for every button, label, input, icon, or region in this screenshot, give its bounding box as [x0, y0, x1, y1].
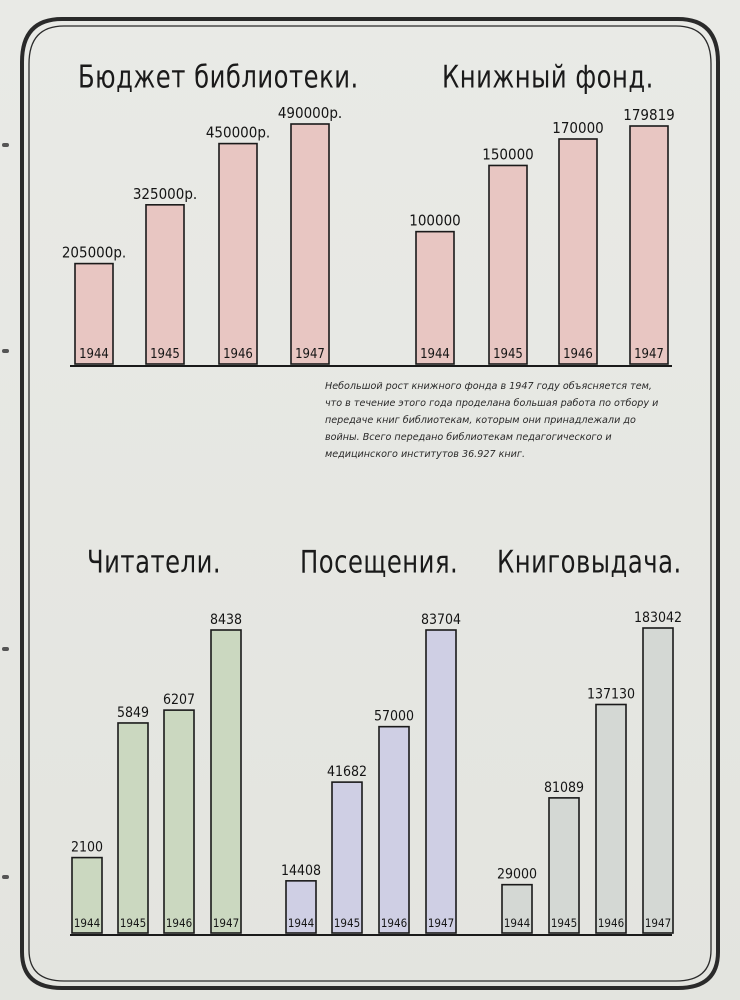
- category-label: 1947: [644, 916, 672, 930]
- value-label: 137130: [586, 686, 636, 703]
- category-label: 1946: [597, 916, 625, 930]
- value-label: 325000р.: [132, 184, 198, 203]
- value-label: 150000: [482, 145, 534, 164]
- bar-1945: [332, 782, 362, 933]
- bar-1946: [596, 705, 626, 933]
- category-label: 1945: [550, 916, 578, 930]
- chart-title-readers: Читатели.: [87, 545, 222, 581]
- bar-1946: [164, 710, 194, 933]
- category-label: 1944: [73, 916, 101, 930]
- bar-1947: [211, 630, 241, 933]
- bar-1947: [643, 628, 673, 933]
- value-label: 83704: [420, 612, 462, 628]
- value-label: 6207: [162, 692, 196, 709]
- bar-1945: [489, 165, 527, 364]
- chart-group-4: [497, 610, 682, 933]
- bar-1947: [426, 630, 456, 933]
- value-label: 29000: [496, 866, 538, 883]
- chart-group-3: [281, 612, 461, 933]
- category-label: 1946: [223, 347, 253, 362]
- bar-1947: [291, 124, 329, 364]
- bar-1946: [559, 139, 597, 364]
- category-label: 1944: [79, 347, 109, 362]
- chart-title-book-issue: Книговыдача.: [497, 545, 682, 581]
- chart-title-budget: Бюджет библиотеки.: [78, 60, 359, 96]
- category-label: 1946: [165, 916, 193, 930]
- value-label: 57000: [373, 708, 415, 725]
- category-label: 1945: [333, 916, 361, 930]
- explanatory-note: Небольшой рост книжного фонда в 1947 году объясняется тем, что в течение этого года проделана большая работа по отбору и передаче книг библиотекам, которым они принадлежали до войны. Всего передано библиотекам педагогического и медицинского институтов 36.927 книг.: [325, 381, 659, 460]
- category-label: 1944: [420, 347, 450, 362]
- value-label: 450000р.: [205, 123, 271, 142]
- category-label: 1947: [427, 916, 455, 930]
- value-label: 81089: [543, 779, 585, 796]
- value-label: 170000: [552, 118, 604, 137]
- value-label: 490000р.: [277, 104, 343, 122]
- value-label: 205000р.: [61, 243, 127, 262]
- bar-1945: [549, 798, 579, 933]
- chart-title-visits: Посещения.: [300, 545, 459, 581]
- value-label: 14408: [280, 862, 322, 879]
- value-label: 100000: [409, 211, 461, 230]
- value-label: 8438: [209, 612, 243, 628]
- bar-1945: [118, 723, 148, 933]
- category-label: 1946: [563, 347, 593, 362]
- value-label: 179819: [623, 106, 675, 124]
- bar-1944: [416, 232, 454, 364]
- category-label: 1946: [380, 916, 408, 930]
- bar-1946: [219, 144, 257, 364]
- category-label: 1947: [212, 916, 240, 930]
- bar-1947: [630, 126, 668, 364]
- chart-group-2: [71, 612, 242, 933]
- chart-group-0: [62, 104, 342, 364]
- category-label: 1945: [119, 916, 147, 930]
- value-label: 2100: [70, 839, 104, 856]
- category-label: 1947: [295, 347, 325, 362]
- bar-1945: [146, 205, 184, 364]
- category-label: 1944: [503, 916, 531, 930]
- value-label: 5849: [116, 704, 150, 721]
- chart-group-1: [409, 106, 675, 364]
- value-label: 41682: [326, 764, 368, 781]
- category-label: 1945: [493, 347, 523, 362]
- category-label: 1944: [287, 916, 315, 930]
- chart-title-book-fund: Книжный фонд.: [442, 60, 654, 96]
- bar-1946: [379, 727, 409, 933]
- value-label: 183042: [633, 610, 683, 626]
- category-label: 1947: [634, 347, 664, 362]
- category-label: 1945: [150, 347, 180, 362]
